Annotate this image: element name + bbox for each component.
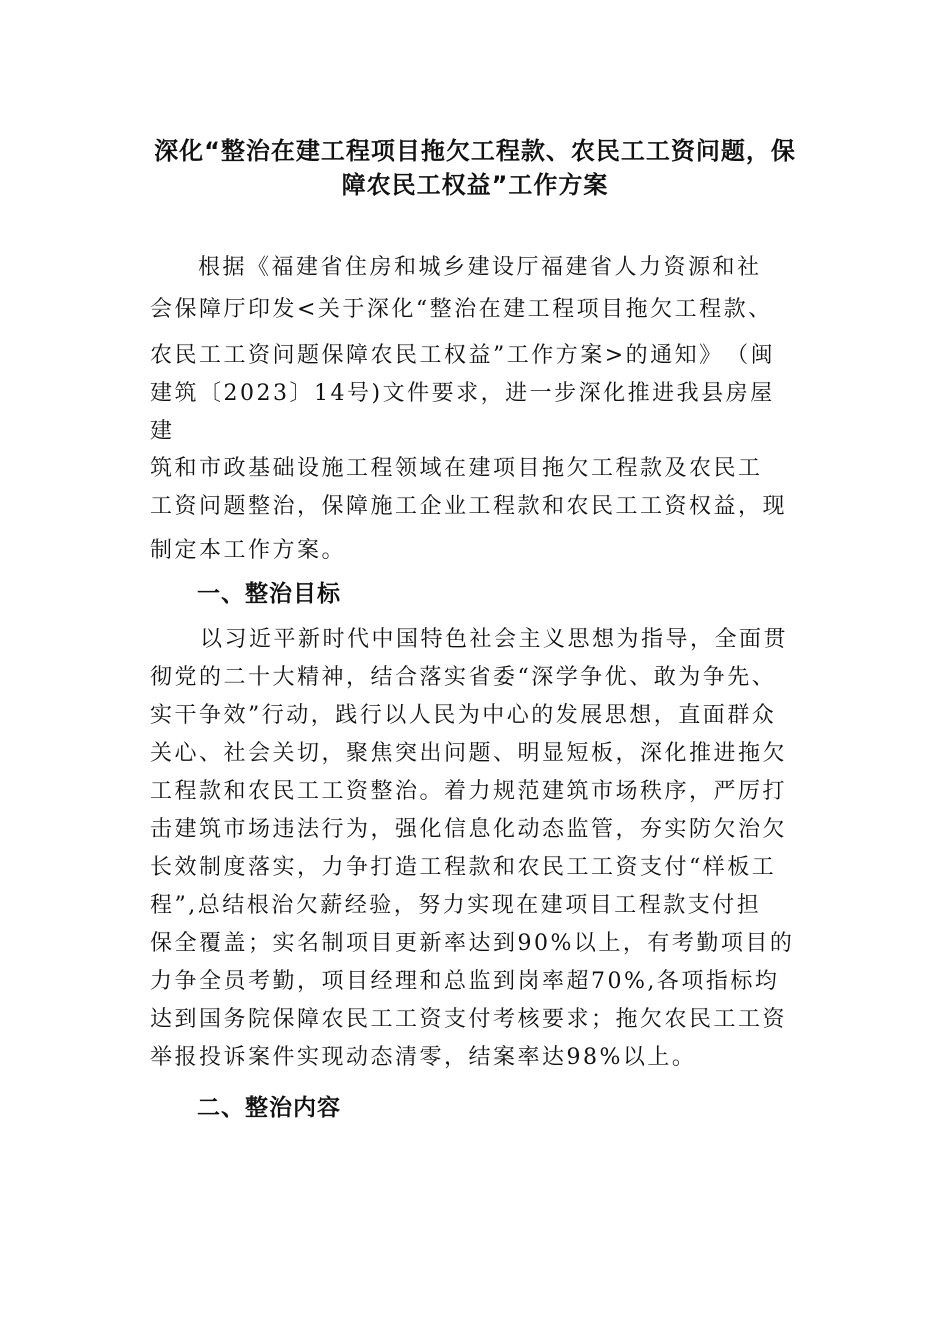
section-1-line-4: 关心、社会关切，聚焦突出问题、明显短板，深化推进拖欠 xyxy=(150,741,788,766)
section-1-line-8: 程”,总结根治欠薪经验，努力实现在建项目工程款支付担 xyxy=(150,893,762,918)
section-1-line-11: 达到国务院保障农民工工资支付考核要求；拖欠农民工工资 xyxy=(150,1007,788,1032)
section-1-line-5: 工程款和农民工工资整治。着力规范建筑市场秩序，严厉打 xyxy=(150,779,788,804)
intro-line-5: 建 xyxy=(150,419,175,444)
section-1-line-12: 举报投诉案件实现动态清零，结案率达98%以上。 xyxy=(150,1045,697,1070)
section-1-line-3: 实干争效”行动，践行以人民为中心的发展思想，直面群众 xyxy=(150,703,777,728)
document-title-line-2: 障农民工权益”工作方案 xyxy=(341,171,609,199)
section-1-line-2: 彻党的二十大精神，结合落实省委“深学争优、敢为争先、 xyxy=(150,665,777,690)
section-1-line-7: 长效制度落实，力争打造工程款和农民工工资支付“样板工 xyxy=(150,855,777,880)
intro-line-8: 制定本工作方案。 xyxy=(150,538,347,563)
intro-line-7: 工资问题整治，保障施工企业工程款和农民工工资权益，现 xyxy=(150,494,788,519)
intro-line-3: 农民工工资问题保障农民工权益”工作方案>的通知》 （闽 xyxy=(150,343,776,368)
document-title-line-1: 深化“整治在建工程项目拖欠工程款、农民工工资问题，保 xyxy=(154,137,796,165)
section-1-line-10: 力争全员考勤，项目经理和总监到岗率超70%,各项指标均 xyxy=(150,969,780,994)
intro-line-2: 会保障厅印发<关于深化“整治在建工程项目拖欠工程款、 xyxy=(150,297,773,322)
intro-line-4: 建筑〔2023〕14号)文件要求，进一步深化推进我县房屋 xyxy=(150,381,775,406)
section-1-line-1: 以习近平新时代中国特色社会主义思想为指导，全面贯 xyxy=(200,627,789,652)
section-1-heading: 一、整治目标 xyxy=(197,581,341,607)
section-1-line-9: 保全覆盖；实名制项目更新率达到90%以上，有考勤项目的 xyxy=(150,931,795,956)
section-1-line-6: 击建筑市场违法行为，强化信息化动态监管，夯实防欠治欠 xyxy=(150,817,788,842)
intro-line-1: 根据《福建省住房和城乡建设厅福建省人力资源和社 xyxy=(198,255,762,280)
intro-line-6: 筑和市政基础设施工程领域在建项目拖欠工程款及农民工 xyxy=(150,456,763,481)
section-2-heading: 二、整治内容 xyxy=(197,1095,341,1121)
